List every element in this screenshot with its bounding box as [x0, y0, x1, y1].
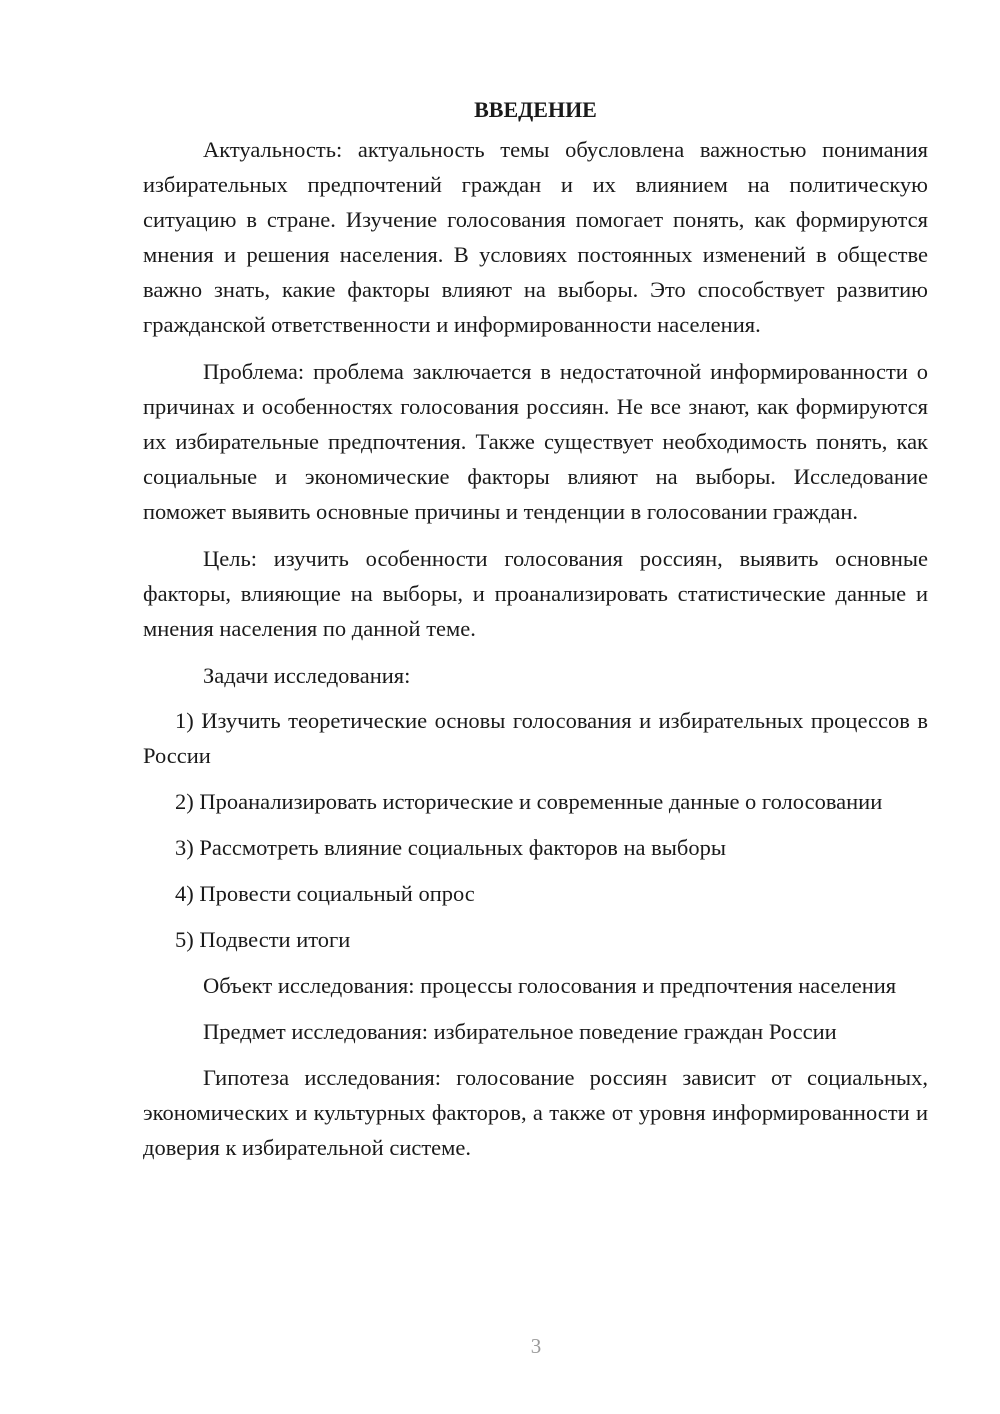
object-paragraph: Объект исследования: процессы голосования и предпочтения населения	[203, 973, 897, 998]
task-item-5: 5) Подвести итоги	[175, 927, 351, 952]
task-item-4: 4) Провести социальный опрос	[175, 881, 475, 906]
task-item-1: 1) Изучить теоретические основы голосования и избирательных процессов в России	[143, 708, 928, 768]
task-item-2: 2) Проанализировать исторические и современные данные о голосовании	[175, 789, 883, 814]
hypothesis-paragraph: Гипотеза исследования: голосование россиян зависит от социальных, экономических и культурных факторов, а также от уровня информированности и доверия к избирательной системе.	[143, 1065, 928, 1160]
page-content	[143, 92, 928, 1176]
relevance-paragraph: Актуальность: актуальность темы обусловлена важностью понимания избирательных предпочтений граждан и их влиянием на политическую ситуацию в стране. Изучение голосования помогает понять, как формируются мнения и решения населения. В условиях постоянных изменений в обществе важно знать, какие факторы влияют на выборы. Это способствует развитию гражданской ответственности и информированности населения.	[143, 137, 928, 337]
problem-paragraph: Проблема: проблема заключается в недостаточной информированности о причинах и особенностях голосования россиян. Не все знают, как формируются их избирательные предпочтения. Также существует необходимость понять, как социальные и экономические факторы влияют на выборы. Исследование поможет выявить основные причины и тенденции в голосовании граждан.	[143, 359, 928, 524]
page-number: 3	[530, 1334, 542, 1358]
tasks-heading: Задачи исследования:	[203, 663, 411, 688]
goal-paragraph: Цель: изучить особенности голосования россиян, выявить основные факторы, влияющие на выборы, и проанализировать статистические данные и мнения населения по данной теме.	[143, 546, 928, 641]
subject-paragraph: Предмет исследования: избирательное поведение граждан России	[203, 1019, 837, 1044]
task-item-3: 3) Рассмотреть влияние социальных факторов на выборы	[175, 835, 726, 860]
page-title: ВВЕДЕНИЕ	[474, 97, 597, 122]
